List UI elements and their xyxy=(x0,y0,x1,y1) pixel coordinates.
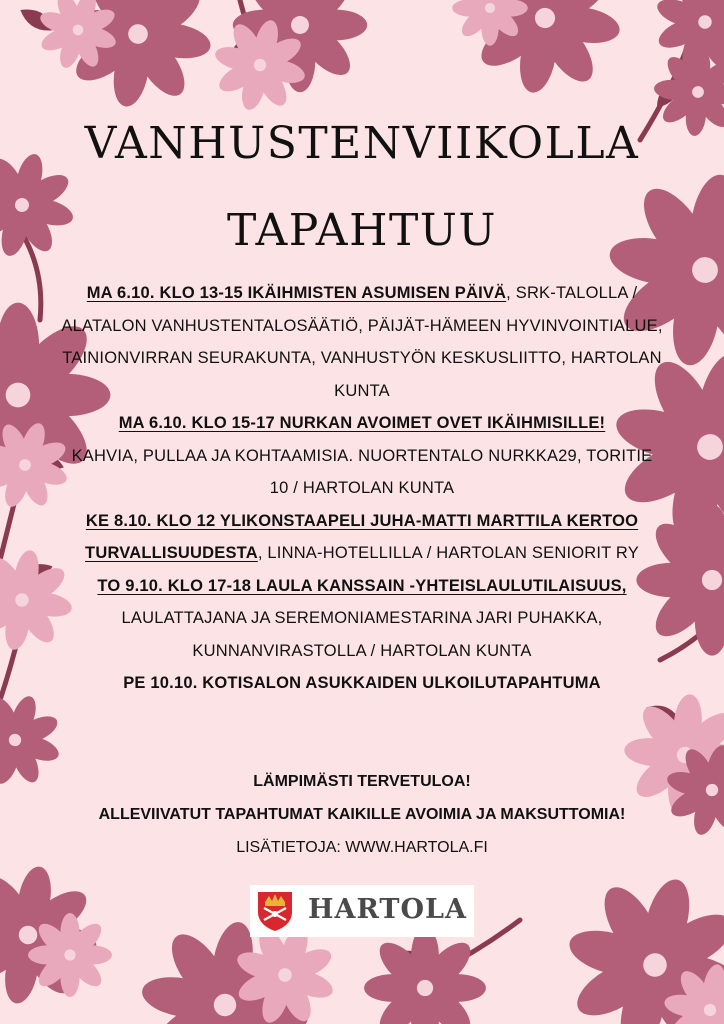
event-details: , SRK-TALOLLA / ALATALON VANHUSTENTALOSÄÄTIÖ, PÄIJÄT-HÄMEEN HYVINVOINTIALUE, TAINIONVIRRAN SEURAKUNTA, VANHUSTYÖN KESKUSLIITTO, HARTOLAN KUNTA xyxy=(61,284,663,400)
event-item xyxy=(60,570,664,668)
flower xyxy=(28,913,112,997)
open-events-note: ALLEVIIVATUT TAPAHTUMAT KAIKILLE AVOIMIA JA MAKSUTTOMIA! xyxy=(98,806,626,823)
event-headline: MA 6.10. KLO 15-17 NURKAN AVOIMET OVET IKÄIHMISILLE! xyxy=(118,414,606,432)
poster-title-line-2: TAPAHTUU xyxy=(227,205,497,256)
event-details: , LINNA-HOTELLILLA / HARTOLAN SENIORIT RY xyxy=(257,544,639,562)
flower xyxy=(364,927,486,1024)
event-headline: TO 9.10. KLO 17-18 LAULA KANSSAIN -YHTEISLAULUTILAISUUS, xyxy=(97,576,627,595)
more-info-text: LISÄTIETOJA: WWW.HARTOLA.FI xyxy=(236,839,488,856)
event-item xyxy=(60,667,664,700)
event-item xyxy=(60,277,664,407)
hartola-logo xyxy=(250,885,474,937)
event-details: LAULATTAJANA JA SEREMONIAMESTARINA JARI PUHAKKA, KUNNANVIRASTOLLA / HARTOLAN KUNTA xyxy=(121,609,603,660)
poster-title-line-1: VANHUSTENVIIKOLLA xyxy=(84,118,640,169)
event-headline: MA 6.10. KLO 13-15 IKÄIHMISTEN ASUMISEN PÄIVÄ xyxy=(86,284,507,302)
event-item xyxy=(60,505,664,570)
closing-block xyxy=(60,765,664,864)
welcome-text: LÄMPIMÄSTI TERVETULOA! xyxy=(253,773,471,790)
event-list xyxy=(60,277,664,700)
event-headline: KE 8.10. KLO 12 YLIKONSTAAPELI JUHA-MATTI MARTTILA KERTOO TURVALLISUUDESTA xyxy=(85,511,639,562)
event-details: KAHVIA, PULLAA JA KOHTAAMISIA. NUORTENTALO NURKKA29, TORITIE 10 / HARTOLAN KUNTA xyxy=(71,446,653,497)
crown-coat-of-arms-icon xyxy=(256,890,294,932)
event-item xyxy=(60,407,664,505)
event-headline: PE 10.10. KOTISALON ASUKKAIDEN ULKOILUTAPAHTUMA xyxy=(123,674,601,692)
logo-wordmark: HARTOLA xyxy=(308,894,467,925)
